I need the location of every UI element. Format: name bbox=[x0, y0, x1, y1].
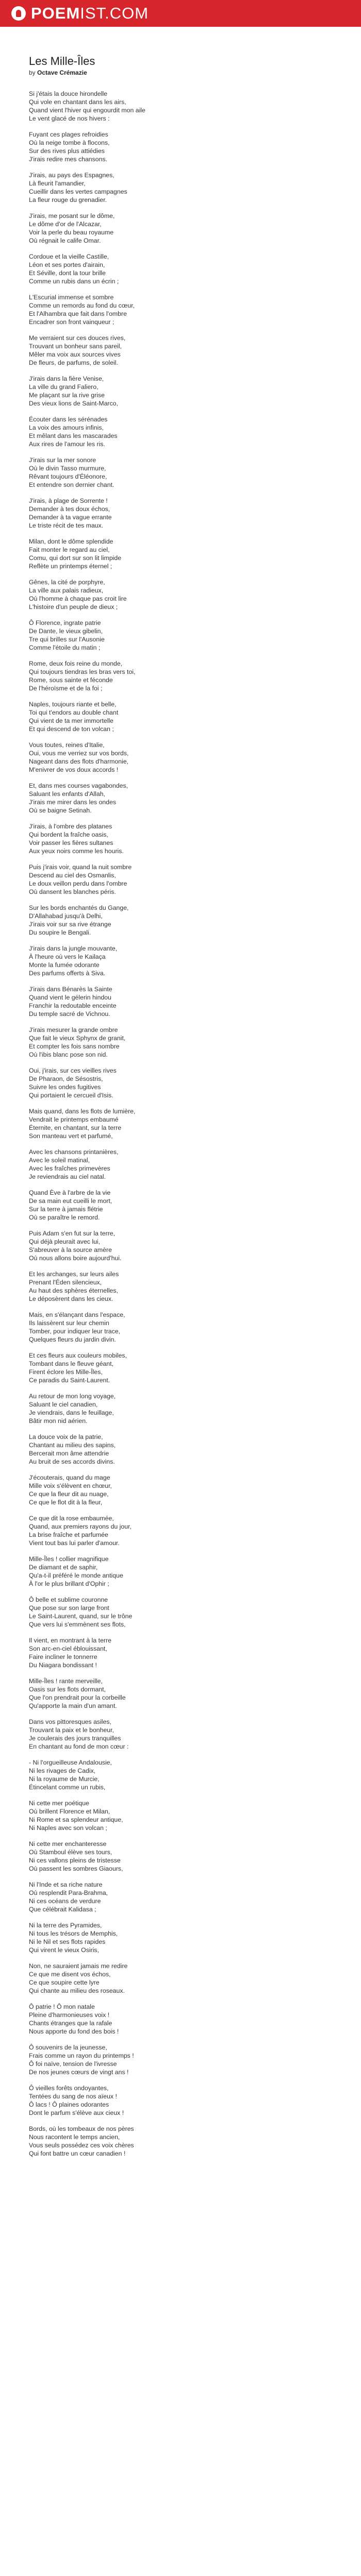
poem-line: Frais comme un rayon du printemps ! bbox=[29, 2052, 134, 2059]
poem-line: Ô souvenirs de la jeunesse, bbox=[29, 2044, 107, 2051]
poem-line: Qu'a-t-il préféré le monde antique bbox=[29, 1572, 123, 1579]
poem-line: M'enivrer de vos doux accords ! bbox=[29, 766, 119, 773]
poem-line: Le dôme d'or de l'Alcazar, bbox=[29, 221, 102, 228]
poem-line: Ce que me disent vos échos, bbox=[29, 1971, 111, 1978]
poem-stanza bbox=[29, 1921, 338, 1954]
poem-line: J'irais, me posant sur le dôme, bbox=[29, 212, 115, 219]
logo-text bbox=[31, 4, 149, 23]
poem-line: Écouter dans les sérénades bbox=[29, 416, 108, 423]
poem-line: Ce que dit la rose embaumée, bbox=[29, 1515, 114, 1522]
poem-line: Ni cette mer enchanteresse bbox=[29, 1840, 107, 1848]
poemist-logo-icon bbox=[11, 6, 26, 21]
poem-stanza bbox=[29, 1107, 338, 1140]
poem-line: De nos jeunes cœurs de vingt ans ! bbox=[29, 2069, 129, 2076]
poem-line: Tre qui brilles sur l'Ausonie bbox=[29, 636, 105, 643]
poem-title: Les Mille-Îles bbox=[29, 55, 95, 67]
poem-line: Quand Ève à l'arbre de la vie bbox=[29, 1189, 111, 1196]
poem-line: J'écouterais, quand du mage bbox=[29, 1474, 110, 1481]
poem-line: Qui portaient le cercueil d'Isis. bbox=[29, 1092, 113, 1099]
poem-stanza bbox=[29, 1596, 338, 1629]
logo-tld: IST.COM bbox=[80, 4, 149, 22]
poem-line: Des vieux lions de Saint-Marco, bbox=[29, 400, 118, 407]
poem-line: Sur les bords enchantés du Gange, bbox=[29, 904, 129, 911]
poem-stanza bbox=[29, 1026, 338, 1059]
poem-stanza bbox=[29, 1962, 338, 1995]
poem-line: Au retour de mon long voyage, bbox=[29, 1393, 116, 1400]
poem-line: Puis j'irais voir, quand la nuit sombre bbox=[29, 863, 132, 871]
poem-line: Ce que le flot dit à la fleur, bbox=[29, 1499, 103, 1506]
poem-line: Quelques fleurs du jardin divin. bbox=[29, 1336, 116, 1343]
poem-line: Le Saint-Laurent, quand, sur le trône bbox=[29, 1613, 133, 1620]
poem-line: Rome, sous sainte et féconde bbox=[29, 676, 113, 684]
poem-line: Où l'homme à chaque pas croit lire bbox=[29, 595, 127, 602]
poem-line: Descend au ciel des Osmanlis, bbox=[29, 872, 116, 879]
poem-line: Qui vient de ta mer immortelle bbox=[29, 717, 114, 724]
poem-line: La ville du grand Faliero, bbox=[29, 383, 99, 391]
poem-line: Qui toujours tiendras les bras vers toi, bbox=[29, 668, 136, 675]
poem-line: Comu, qui dort sur son lit limpide bbox=[29, 554, 122, 562]
poem-stanza bbox=[29, 944, 338, 977]
poem-stanza bbox=[29, 1840, 338, 1873]
poem-line: J'irais voir sur sa rive étrange bbox=[29, 921, 111, 928]
poem-line: Voir la perle du beau royaume bbox=[29, 229, 114, 236]
poem-line: Que l'on prendrait pour la corbeille bbox=[29, 1694, 126, 1701]
poem-line: Rome, deux fois reine du monde, bbox=[29, 660, 123, 667]
poem-line: Où passent les sombres Giaours, bbox=[29, 1865, 123, 1872]
poem-line: Avec les chansons printanières, bbox=[29, 1148, 119, 1156]
poem-line: Mais quand, dans les flots de lumière, bbox=[29, 1108, 136, 1115]
poem-line: Ô patrie ! Ô mon natale bbox=[29, 2003, 95, 2010]
poem-line: Comme un rubis dans un écrin ; bbox=[29, 278, 119, 285]
poem-line: Ni Naples avec son volcan ; bbox=[29, 1824, 107, 1832]
poem-line: Du soupire le Bengali. bbox=[29, 929, 91, 936]
poem-line: Qui virent le vieux Osiris, bbox=[29, 1946, 99, 1954]
poem-line: De diamant et de saphir, bbox=[29, 1564, 98, 1571]
poem-content bbox=[29, 55, 338, 2165]
poem-line: Je viendrais, dans le feuillage, bbox=[29, 1409, 114, 1416]
poem-stanza bbox=[29, 1351, 338, 1384]
poem-line: J'irais, à l'ombre des platanes bbox=[29, 823, 112, 830]
byline-prefix: by bbox=[29, 69, 38, 76]
poem-stanza bbox=[29, 2003, 338, 2036]
poem-line: Oui, vous me verriez sur vos bords, bbox=[29, 750, 129, 757]
poem-line: Et ces fleurs aux couleurs mobiles, bbox=[29, 1352, 127, 1359]
poem-line: Où se paraître le remord. bbox=[29, 1214, 100, 1221]
poem-line: Encadrer son front vainqueur ; bbox=[29, 318, 114, 326]
poem-line: Que pose sur son large front bbox=[29, 1604, 109, 1612]
logo-brand: POEM bbox=[31, 4, 80, 22]
poem-line: Quand vient l'hiver qui engourdit mon aile bbox=[29, 107, 145, 114]
poem-line: De Pharaon, de Sésostris, bbox=[29, 1075, 103, 1082]
poem-line: J'irais, au pays des Espagnes, bbox=[29, 172, 114, 179]
poem-stanza bbox=[29, 1799, 338, 1832]
poem-line: En chantant au fond de mon cœur : bbox=[29, 1743, 129, 1750]
poem-stanza bbox=[29, 212, 338, 245]
poem-stanza bbox=[29, 619, 338, 652]
poem-line: Éternite, en chantant, sur la terre bbox=[29, 1124, 122, 1131]
poem-line: Reflète un printemps éternel ; bbox=[29, 563, 112, 570]
poem-line: Non, ne sauraient jamais me redire bbox=[29, 1962, 128, 1970]
poem-stanza bbox=[29, 1880, 338, 1913]
poem-stanza bbox=[29, 1270, 338, 1303]
poem-line: Ô foi naïve, tension de l'ivresse bbox=[29, 2060, 117, 2067]
poem-stanza bbox=[29, 2043, 338, 2076]
poem-line: Et mêlant dans les mascarades bbox=[29, 432, 118, 439]
poem-line: Mille voix s'élèvent en chœur, bbox=[29, 1482, 112, 1489]
poem-line: Qui déjà pleurait avec lui, bbox=[29, 1238, 101, 1245]
poem-line: Qui chante au milieu des roseaux. bbox=[29, 1987, 125, 1994]
poem-line: J'irais sur la mer sonore bbox=[29, 456, 96, 464]
author-link[interactable]: Octave Crémazie bbox=[37, 69, 87, 76]
poem-line: Léon et ses portes d'airain, bbox=[29, 261, 105, 268]
poem-line: Sur la terre à jamais flétrie bbox=[29, 1206, 103, 1213]
poem-line: Ô Florence, ingrate patrie bbox=[29, 619, 101, 626]
poem-stanza bbox=[29, 1229, 338, 1262]
poem-line: Voir passer les fières sultanes bbox=[29, 839, 113, 846]
poem-line: Ce que soupire cette lyre bbox=[29, 1979, 100, 1986]
poem-line: Où l'ibis blanc pose son nid. bbox=[29, 1051, 108, 1058]
poem-line: Fuyant ces plages refroidies bbox=[29, 131, 108, 138]
poem-line: L'Escurial immense et sombre bbox=[29, 294, 114, 301]
poem-stanza bbox=[29, 1514, 338, 1547]
poem-line: J'irais dans la fière Venise, bbox=[29, 375, 104, 382]
poem-line: Là fleurit l'amandier, bbox=[29, 180, 86, 187]
poem-line: - Ni l'orgueilleuse Andalousie, bbox=[29, 1759, 112, 1766]
poem-line: Ni le Nil et ses flots rapides bbox=[29, 1938, 106, 1945]
poem-line: Chants étranges que la rafale bbox=[29, 2020, 112, 2027]
poem-line: Ce paradis du Saint-Laurent. bbox=[29, 1377, 110, 1384]
poem-stanza bbox=[29, 90, 338, 123]
poem-line: D'Allahabad jusqu'à Delhi, bbox=[29, 912, 103, 920]
poem-line: Franchir la redoutable enceinte bbox=[29, 1002, 117, 1009]
poem-stanza bbox=[29, 497, 338, 530]
poem-line: Au bruit de ses accords divins. bbox=[29, 1458, 115, 1465]
poem-line: J'irais me mirer dans les ondes bbox=[29, 799, 117, 806]
poem-line: Vient tout bas lui parler d'amour. bbox=[29, 1539, 120, 1547]
poem-line: Tentées du sang de nos aïeux ! bbox=[29, 2093, 117, 2100]
poem-line: Et entendre son dernier chant. bbox=[29, 481, 114, 488]
poem-line: Oasis sur les flots dormant, bbox=[29, 1686, 106, 1693]
poem-line: Gênes, la cité de porphyre, bbox=[29, 579, 105, 586]
poem-line: Mais, en s'élançant dans l'espace, bbox=[29, 1311, 125, 1318]
poem-line: La brise fraîche et parfumée bbox=[29, 1531, 108, 1538]
poem-stanza bbox=[29, 1148, 338, 1181]
poem-line: Si j'étais la douce hirondelle bbox=[29, 90, 108, 97]
poem-line: Et compter les fois sans nombre bbox=[29, 1043, 120, 1050]
poem-line: Toi qui t'endors au double chant bbox=[29, 709, 119, 716]
site-logo[interactable] bbox=[11, 4, 149, 23]
poem-stanza bbox=[29, 1311, 338, 1344]
poem-line: Fait monter le regard au ciel, bbox=[29, 546, 110, 553]
poem-line: Comme l'étoile du matin ; bbox=[29, 644, 101, 651]
poem-line: Ni ces vallons pleins de tristesse bbox=[29, 1857, 121, 1864]
poem-line: Au haut des sphères éternelles, bbox=[29, 1287, 118, 1294]
poem-line: La ville aux palais radieux, bbox=[29, 587, 104, 594]
poem-line: Suivre les ondes fugitives bbox=[29, 1083, 101, 1091]
poem-line: Trouvant un bonheur sans pareil, bbox=[29, 343, 122, 350]
poem-line: Je reviendrais au ciel natal. bbox=[29, 1173, 106, 1180]
poem-line: Son arc-en-ciel éblouissant, bbox=[29, 1645, 107, 1652]
poem-line: Et Séville, dont la tour brille bbox=[29, 269, 106, 277]
poem-line: De fleurs, de parfums, de soleil. bbox=[29, 359, 118, 366]
poem-line: La fleur rouge du grenadier. bbox=[29, 196, 107, 204]
poem-line: Où le divin Tasso murmure, bbox=[29, 465, 106, 472]
poem-line: Prenant l'Éden silencieux, bbox=[29, 1279, 102, 1286]
poem-line: Ni ces océans de verdure bbox=[29, 1897, 101, 1905]
poem-line: Où brillent Florence et Milan, bbox=[29, 1808, 110, 1815]
poem-line: Et l'Alhambra que fait dans l'ombre bbox=[29, 310, 127, 317]
poem-line: Où Stamboul élève ses tours, bbox=[29, 1849, 112, 1856]
poem-stanza bbox=[29, 1636, 338, 1669]
poem-stanza bbox=[29, 1555, 338, 1588]
poem-stanza bbox=[29, 456, 338, 489]
poem-line: Mille-Îles ! rante merveille, bbox=[29, 1677, 103, 1685]
poem-line: Quand, aux premiers rayons du jour, bbox=[29, 1523, 132, 1530]
poem-line: Avec le soleil matinal, bbox=[29, 1157, 90, 1164]
poem-line: Et qui descend de ton volcan ; bbox=[29, 725, 114, 733]
poem-line: À l'or le plus brillant d'Ophir ; bbox=[29, 1580, 109, 1587]
poem-stanza bbox=[29, 985, 338, 1018]
poem-line: Le vent glacé de nos hivers : bbox=[29, 115, 110, 122]
poem-line: Où régnait le calife Omar. bbox=[29, 237, 101, 244]
poem-line: Où dansent les blanches péris. bbox=[29, 888, 116, 895]
poem-line: Rêvant toujours d'Éléonore, bbox=[29, 473, 107, 480]
poem-line: Ils laissèrent sur leur chemin bbox=[29, 1319, 109, 1327]
poem-line: Milan, dont le dôme splendide bbox=[29, 538, 113, 545]
poem-line: S'abreuver à la source amère bbox=[29, 1246, 112, 1253]
poem-line: Ni tous les trésors de Memphis, bbox=[29, 1930, 118, 1937]
poem-line: Étincelant comme un rubis, bbox=[29, 1784, 106, 1791]
poem-line: De sa main eut cueilli le mort, bbox=[29, 1197, 112, 1205]
poem-line: Demander à ta vague errante bbox=[29, 514, 112, 521]
poem-line: Vous seuls possédez ces voix chères bbox=[29, 2142, 134, 2149]
poem-line: Le déposèrent dans les cieux. bbox=[29, 1295, 113, 1302]
poem-line: Des parfums offerts à Siva. bbox=[29, 970, 106, 977]
poem-stanza bbox=[29, 904, 338, 937]
poem-line: Tombant dans le fleuve géant, bbox=[29, 1360, 114, 1367]
poem-body bbox=[29, 90, 338, 2158]
poem-line: Bords, où les tombeaux de nos pères bbox=[29, 2125, 134, 2132]
poem-stanza bbox=[29, 741, 338, 774]
poem-line: Chantant au milieu des sapins, bbox=[29, 1442, 116, 1449]
poem-stanza bbox=[29, 1473, 338, 1506]
poem-line: Bercerait mon âme attendrie bbox=[29, 1450, 109, 1457]
poem-stanza bbox=[29, 537, 338, 570]
poem-line: Que fait le vieux Sphynx de granit, bbox=[29, 1035, 126, 1042]
poem-stanza bbox=[29, 1758, 338, 1791]
poem-stanza bbox=[29, 293, 338, 326]
poem-stanza bbox=[29, 1066, 338, 1099]
poem-line: La douce voix de la patrie, bbox=[29, 1433, 103, 1440]
poem-line: L'histoire d'un peuple de dieux ; bbox=[29, 603, 118, 611]
poem-line: Bâtir mon nid aérien. bbox=[29, 1417, 88, 1425]
poem-stanza bbox=[29, 2084, 338, 2117]
poem-line: Le triste récit de tes maux. bbox=[29, 522, 104, 529]
poem-line: Trouvant la paix et le bonheur, bbox=[29, 1726, 114, 1734]
poem-line: Vendrait le printemps embaumé bbox=[29, 1116, 119, 1123]
poem-line: Mille-Îles ! collier magnifique bbox=[29, 1555, 109, 1563]
poem-line: La voix des amours infinis, bbox=[29, 424, 104, 431]
poem-line: Tomber, pour indiquer leur trace, bbox=[29, 1328, 121, 1335]
poem-line: De Dante, le vieux gibelin, bbox=[29, 628, 103, 635]
poem-line: Avec les fraîches primevères bbox=[29, 1165, 110, 1172]
poem-line: Où se baigne Setinah. bbox=[29, 807, 92, 814]
poem-stanza bbox=[29, 578, 338, 611]
poem-line: Cordoue et la vieille Castille, bbox=[29, 253, 109, 260]
poem-line: Qui bordent la fraîche oasis, bbox=[29, 831, 108, 838]
poem-line: Ni l'Inde et sa riche nature bbox=[29, 1881, 103, 1888]
poem-line: Faire incliner le tonnerre bbox=[29, 1653, 97, 1660]
poem-line: Et, dans mes courses vagabondes, bbox=[29, 782, 128, 789]
poem-line: Oui, j'irais, sur ces vieilles rives bbox=[29, 1067, 117, 1074]
poem-line: J'irais dans Bénarès la Sainte bbox=[29, 986, 112, 993]
top-bar bbox=[0, 0, 361, 27]
poem-line: Où resplendit Para-Brahma, bbox=[29, 1889, 108, 1896]
poem-stanza bbox=[29, 130, 338, 163]
poem-line: Il vient, en montrant à la terre bbox=[29, 1637, 111, 1644]
poem-line: Pleine d'harmonieuses voix ! bbox=[29, 2011, 110, 2019]
poem-line: Cueillir dans les vertes campagnes bbox=[29, 188, 127, 195]
poem-stanza bbox=[29, 1189, 338, 1222]
poem-line: Vous toutes, reines d'Italie, bbox=[29, 741, 105, 749]
poem-line: Aux yeux noirs comme les houris. bbox=[29, 848, 124, 855]
poem-line: Que célébrait Kalidasa ; bbox=[29, 1906, 96, 1913]
poem-stanza bbox=[29, 1433, 338, 1466]
poem-stanza bbox=[29, 334, 338, 367]
poem-line: Sur des rives plus attiédies bbox=[29, 147, 105, 155]
poem-line: Quand vient le gélerin hindou bbox=[29, 994, 111, 1001]
poem-line: Du Niagara bondissant ! bbox=[29, 1662, 97, 1669]
poem-line: Me verraient sur ces douces rives, bbox=[29, 334, 126, 342]
poem-line: Ni cette mer poétique bbox=[29, 1800, 89, 1807]
poem-line: Je coulerais des jours tranquilles bbox=[29, 1735, 121, 1742]
poem-line: Et les archanges, sur leurs ailes bbox=[29, 1270, 119, 1278]
poem-line: Ô lacs ! Ô plaines odorantes bbox=[29, 2101, 109, 2108]
poem-stanza bbox=[29, 659, 338, 692]
poem-line: Du temple sacré de Vichnou. bbox=[29, 1010, 110, 1018]
poem-line: J'irais mesurer la grande ombre bbox=[29, 1026, 118, 1033]
poem-line: Que vers lui s'emmènent ses flots, bbox=[29, 1621, 126, 1628]
poem-line: Puis Adam s'en fut sur la terre, bbox=[29, 1230, 116, 1237]
poem-line: Saluant les enfants d'Allah, bbox=[29, 790, 105, 798]
poem-line: Saluant le ciel canadien, bbox=[29, 1401, 98, 1408]
poem-line: Nous racontent le temps ancien, bbox=[29, 2133, 120, 2141]
poem-line: Aux rires de l'amour les ris. bbox=[29, 440, 105, 448]
poem-line: Qui vole en chantant dans les airs, bbox=[29, 98, 126, 106]
poem-line: Firent éclore les Mille-Îles, bbox=[29, 1368, 103, 1376]
poem-line: Le doux veillon perdu dans l'ombre bbox=[29, 880, 127, 887]
poem-line: Où la neige tombe à flocons, bbox=[29, 139, 110, 146]
poem-stanza bbox=[29, 1677, 338, 1710]
poem-line: Ô vieilles forêts ondoyantes, bbox=[29, 2084, 109, 2092]
poem-line: De l'héroïsme et de la foi ; bbox=[29, 685, 103, 692]
poem-line: Son manteau vert et parfumé, bbox=[29, 1132, 113, 1140]
poem-stanza bbox=[29, 822, 338, 855]
poem-line: Nageant dans des flots d'harmonie, bbox=[29, 758, 129, 765]
poem-line: Dont le parfum s'élève aux cieux ! bbox=[29, 2109, 124, 2116]
poem-line: À l'heure où vers le Kailaça bbox=[29, 953, 106, 960]
poem-line: Ni la terre des Pyramides, bbox=[29, 1922, 102, 1929]
poem-stanza bbox=[29, 863, 338, 896]
poem-line: Qui font battre un cœur canadien ! bbox=[29, 2150, 126, 2157]
poem-line: Mêler ma voix aux sources vives bbox=[29, 351, 121, 358]
poem-stanza bbox=[29, 375, 338, 408]
poem-stanza bbox=[29, 782, 338, 815]
poem-line: Naples, toujours riante et belle, bbox=[29, 701, 117, 708]
poem-line: Ni Rome et sa splendeur antique, bbox=[29, 1816, 123, 1823]
poem-stanza bbox=[29, 252, 338, 285]
poem-line: Ni les rivages de Cadix, bbox=[29, 1767, 96, 1774]
poem-stanza bbox=[29, 2125, 338, 2158]
poem-line: Ni la royaume de Murcie, bbox=[29, 1775, 100, 1783]
poem-line: Me plaçant sur la rive grise bbox=[29, 392, 105, 399]
poem-line: Ce que la fleur dit au nuage, bbox=[29, 1490, 109, 1498]
poem-line: Qu'apporte la main d'un amant. bbox=[29, 1702, 117, 1709]
poem-stanza bbox=[29, 1718, 338, 1751]
poem-stanza bbox=[29, 1392, 338, 1425]
byline bbox=[29, 69, 338, 76]
poem-line: Comme un remords au fond du cœur, bbox=[29, 302, 135, 309]
poem-stanza bbox=[29, 700, 338, 733]
poem-line: Ô belle et sublime couronne bbox=[29, 1596, 108, 1603]
poem-line: Demander à tes doux échos, bbox=[29, 505, 110, 513]
poem-stanza bbox=[29, 415, 338, 448]
poem-line: Nous apporte du fond des bois ! bbox=[29, 2028, 119, 2035]
poem-stanza bbox=[29, 171, 338, 204]
poem-line: J'irais redire mes chansons. bbox=[29, 156, 108, 163]
poem-line: J'irais dans la jungle mouvante, bbox=[29, 945, 118, 952]
poem-line: Monte la fumée odorante bbox=[29, 961, 100, 969]
poem-line: J'irais, à plage de Sorrente ! bbox=[29, 497, 108, 504]
poem-line: Où nous allons boire aujourd'hui. bbox=[29, 1255, 122, 1262]
poem-line: Dans vos pittoresques asiles, bbox=[29, 1718, 111, 1725]
